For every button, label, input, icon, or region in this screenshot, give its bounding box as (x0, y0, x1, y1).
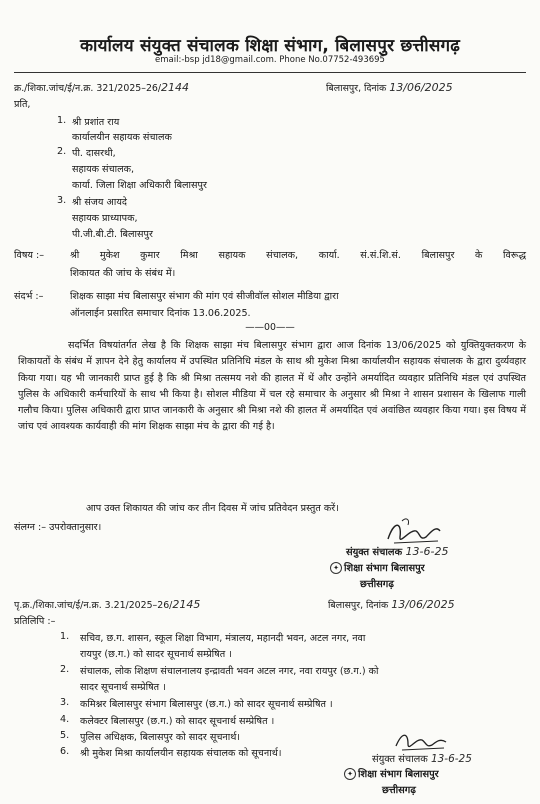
copy-reference (14, 598, 200, 611)
subject-line-2: शिकायत की जांच के संबंध में। (70, 268, 176, 279)
copy-place-date-label: बिलासपुर, दिनांक (328, 600, 389, 611)
signature-1-designation (346, 545, 448, 558)
copy-item-1-line: रायपुर (छ.ग.) को सादर सूचनार्थ सम्प्रेषित । (80, 649, 232, 660)
copy-item-5-line: पुलिस अधिक्षक, बिलासपुर को सादर सूचनार्थ। (80, 732, 240, 743)
recipient-3-name: श्री संजय आयदे (72, 197, 128, 208)
copy-item-2-num: 2. (60, 664, 70, 675)
subject-label: विषय :– (14, 250, 45, 261)
to-label: प्रति, (14, 99, 31, 110)
copy-place-date (328, 598, 455, 611)
recipient-2-line: कार्या. जिला शिक्षा अधिकारी बिलासपुर (72, 180, 207, 191)
signature-2-handwritten-date: 13-6-25 (430, 753, 472, 765)
signature-1-handwritten-date: 13-6-25 (405, 545, 449, 558)
seal-icon: ✦ (344, 768, 356, 780)
subject-line-1: श्री मुकेश कुमार मिश्रा सहायक संचालक, कार्या. सं.सं.शि.सं. बिलासपुर के विरूद्ध (70, 250, 526, 261)
signature-1-office-text: शिक्षा संभाग बिलासपुर (344, 563, 425, 574)
signature-2-office (344, 767, 439, 780)
signature-1-title: संयुक्त संचालक (346, 547, 403, 558)
reference-number: क्र./शिका.जांच/ई/न.क्र. 321/2025–26/ (14, 83, 162, 94)
signature-2-office-text: शिक्षा संभाग बिलासपुर (358, 769, 439, 780)
seal-icon: ✦ (330, 562, 342, 574)
header-divider (14, 72, 526, 73)
place-date-label: बिलासपुर, दिनांक (326, 83, 387, 94)
signature-2-title: संयुक्त संचालक (372, 754, 428, 765)
reference-line-1: शिक्षक साझा मंच बिलासपुर संभाग की मांग एवं सीजीवॉल सोशल मीडिया द्वारा (70, 291, 339, 302)
recipient-1-num: 1. (57, 115, 67, 126)
copy-handwritten-number: 2145 (172, 598, 201, 611)
copy-item-1-line: सचिव, छ.ग. शासन, स्कूल शिक्षा विभाग, मंत्रालय, महानदी भवन, अटल नगर, नवा (80, 633, 366, 644)
copy-item-2-line: संचालक, लोक शिक्षण संचालनालय इन्द्रावती भवन अटल नगर, नवा रायपुर (छ.ग.) को (80, 666, 379, 677)
recipient-1-name: श्री प्रशांत राय (72, 117, 120, 128)
handwritten-date: 13/06/2025 (389, 81, 453, 94)
recipient-2-name: पी. दासरथी, (72, 148, 116, 159)
reference-label: संदर्भ :– (14, 291, 44, 302)
body-paragraph-1 (18, 338, 526, 436)
separator: ——00—— (245, 322, 295, 333)
letter-place-date (326, 81, 453, 94)
letter-reference (14, 81, 189, 94)
body-paragraph-1-text: सदर्भित विषयांतर्गत लेख है कि शिक्षक साझा मंच बिलासपुर संभाग द्वारा आज दिनांक 13/06/2025 को युक्तियुक्तकरण के शिकायतों के संबंध में ज्ञापन देने हेतु कार्यालय में उपस्थित प्रतिनिधि मंडल के साथ श्री मुकेश मिश्रा कार्यालयीन सहायक संचालक के द्वारा दुर्व्यवहार किया गया। यह भी जानकारी प्राप्त हुई है कि श्री मिश्रा तत्समय नशे की हालत में थें और उन्होंने अमर्यादित व्यवहार प्रतिनिधि मंडल एवं उपस्थित पुलिस के अधिकारी कर्मचारियों के साथ भी किया है। सोशल मीडिया में चल रहे समाचार के अनुसार श्री मिश्रा ने शासन प्रशासन के खिलाफ गाली गलौच किया। पुलिस अधिकारी द्वारा प्राप्त जानकारी के अनुसार श्री मिश्रा नशे की हालत में अमर्यादित एवं अवांछित व्यवहार किया गया। इस विषय में जांच एवं आवश्यक कार्यवाही की मांग शिक्षक साझा मंच के द्वारा की गई है। (18, 340, 526, 433)
copy-item-4-line: कलेक्टर बिलासपुर (छ.ग.) को सादर सूचनार्थ सम्प्रेषित । (80, 716, 275, 727)
copy-item-6-line: श्री मुकेश मिश्रा कार्यालयीन सहायक संचालक को सूचनार्थ। (80, 748, 282, 759)
copy-item-2-line: सादर सूचनार्थ सम्प्रेषित । (80, 682, 166, 693)
copy-handwritten-date: 13/06/2025 (391, 598, 455, 611)
body-paragraph-2-text: आप उक्त शिकायत की जांच कर तीन दिवस में जांच प्रतिवेदन प्रस्तुत करें। (86, 503, 339, 514)
recipient-2-line: सहायक संचालक, (72, 164, 135, 175)
contact-line: email:-bsp jd18@gmail.com. Phone No.07752-493695 (155, 55, 385, 65)
recipient-3-num: 3. (57, 195, 67, 206)
signature-1-state: छत्तीसगढ़ (360, 579, 394, 590)
recipient-2-num: 2. (57, 146, 67, 157)
recipient-3-line: पी.जी.बी.टी. बिलासपुर (72, 229, 153, 240)
copy-label: प्रतिलिपि :– (14, 616, 56, 627)
recipient-3-line: सहायक प्राध्यापक, (72, 213, 138, 224)
reference-line-2: ऑनलाईन प्रसारित समाचार दिनांक 13.06.2025. (70, 308, 251, 319)
handwritten-dispatch-number: 2144 (161, 81, 190, 94)
copy-item-3-line: कमिश्नर बिलासपुर संभाग बिलासपुर (छ.ग.) को सादर सूचनार्थ सम्प्रेषित । (80, 699, 333, 710)
enclosure-line: संलग्न :– उपरोक्तानुसार। (14, 522, 102, 533)
copy-item-5-num: 5. (60, 730, 70, 741)
copy-item-3-num: 3. (60, 697, 70, 708)
signature-1-office (330, 561, 425, 574)
signature-2-designation (372, 752, 472, 765)
office-title: कार्यालय संयुक्त संचालक शिक्षा संभाग, बिलासपुर छत्तीसगढ़ (79, 36, 461, 56)
copy-reference-number: पृ.क्र./शिका.जांच/ई/न.क्र. 3.21/2025–26/ (14, 600, 173, 611)
recipient-1-line: कार्यालयीन सहायक संचालक (72, 132, 172, 143)
copy-item-4-num: 4. (60, 714, 70, 725)
copy-item-6-num: 6. (60, 746, 70, 757)
signature-2-state: छत्तीसगढ़ (382, 785, 416, 796)
copy-item-1-num: 1. (60, 631, 70, 642)
